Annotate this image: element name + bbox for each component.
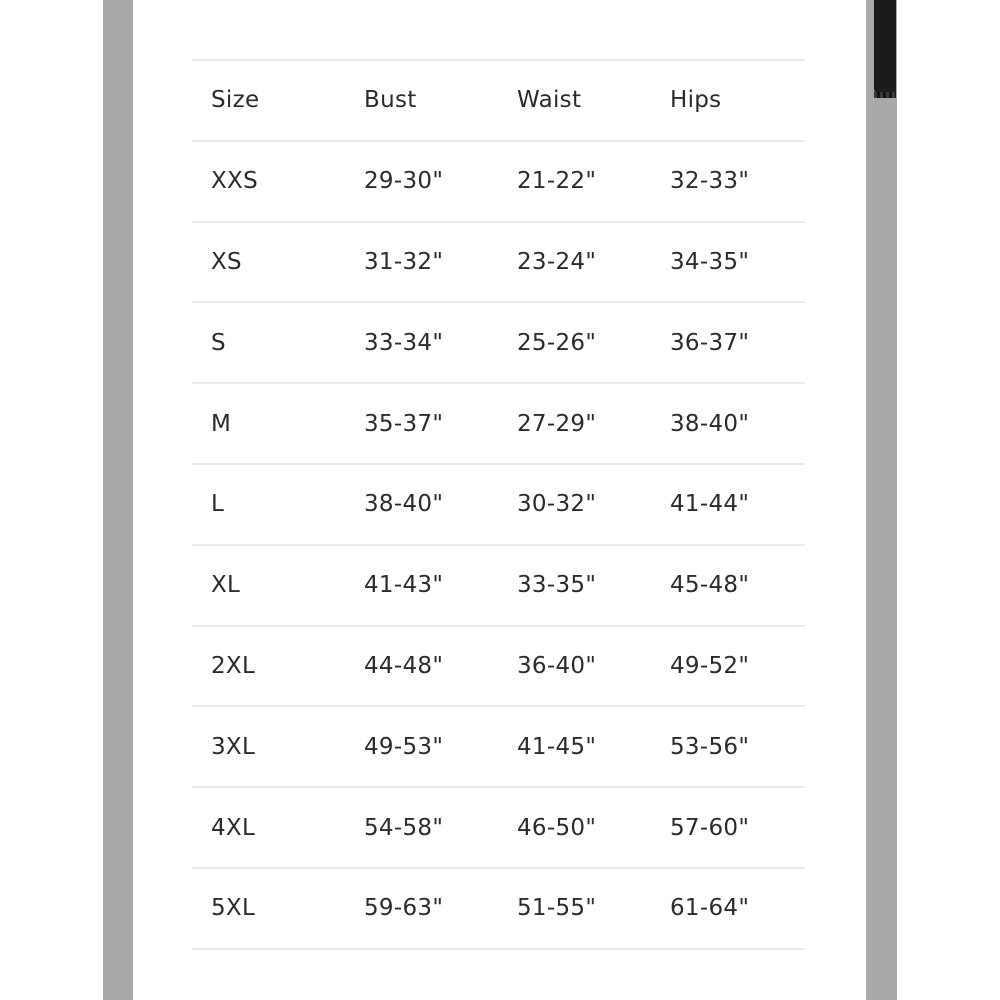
table-row (192, 545, 805, 626)
size-cell: XS (192, 222, 345, 303)
bust-cell: 35-37" (345, 383, 498, 464)
waist-cell: 27-29" (498, 383, 651, 464)
table-header-row (192, 60, 805, 141)
waist-cell: 46-50" (498, 787, 651, 868)
column-header-bust: Bust (345, 60, 498, 141)
size-cell: 5XL (192, 868, 345, 949)
bust-cell: 29-30" (345, 141, 498, 222)
hips-cell: 61-64" (651, 868, 805, 949)
waist-cell: 23-24" (498, 222, 651, 303)
hips-cell: 53-56" (651, 706, 805, 787)
column-header-waist: Waist (498, 60, 651, 141)
column-header-hips: Hips (651, 60, 805, 141)
bust-cell: 41-43" (345, 545, 498, 626)
size-cell: 2XL (192, 626, 345, 707)
table-row (192, 141, 805, 222)
garment-image-edge (874, 0, 896, 98)
hips-cell: 49-52" (651, 626, 805, 707)
waist-cell: 51-55" (498, 868, 651, 949)
bust-cell: 38-40" (345, 464, 498, 545)
bust-cell: 54-58" (345, 787, 498, 868)
table-row (192, 626, 805, 707)
bust-cell: 33-34" (345, 302, 498, 383)
waist-cell: 30-32" (498, 464, 651, 545)
table-row (192, 706, 805, 787)
hips-cell: 32-33" (651, 141, 805, 222)
table-row (192, 464, 805, 545)
hips-cell: 34-35" (651, 222, 805, 303)
size-cell: XL (192, 545, 345, 626)
hips-cell: 41-44" (651, 464, 805, 545)
table-row (192, 383, 805, 464)
waist-cell: 33-35" (498, 545, 651, 626)
waist-cell: 21-22" (498, 141, 651, 222)
waist-cell: 36-40" (498, 626, 651, 707)
table-row (192, 302, 805, 383)
table-row (192, 868, 805, 949)
waist-cell: 25-26" (498, 302, 651, 383)
table-row (192, 222, 805, 303)
hips-cell: 57-60" (651, 787, 805, 868)
column-header-size: Size (192, 60, 345, 141)
bust-cell: 59-63" (345, 868, 498, 949)
hips-cell: 36-37" (651, 302, 805, 383)
table-row (192, 787, 805, 868)
size-cell: 3XL (192, 706, 345, 787)
size-cell: M (192, 383, 345, 464)
bust-cell: 44-48" (345, 626, 498, 707)
waist-cell: 41-45" (498, 706, 651, 787)
bust-cell: 49-53" (345, 706, 498, 787)
size-cell: L (192, 464, 345, 545)
size-cell: 4XL (192, 787, 345, 868)
hips-cell: 38-40" (651, 383, 805, 464)
size-chart-table (192, 59, 805, 950)
bust-cell: 31-32" (345, 222, 498, 303)
hips-cell: 45-48" (651, 545, 805, 626)
size-cell: S (192, 302, 345, 383)
size-cell: XXS (192, 141, 345, 222)
